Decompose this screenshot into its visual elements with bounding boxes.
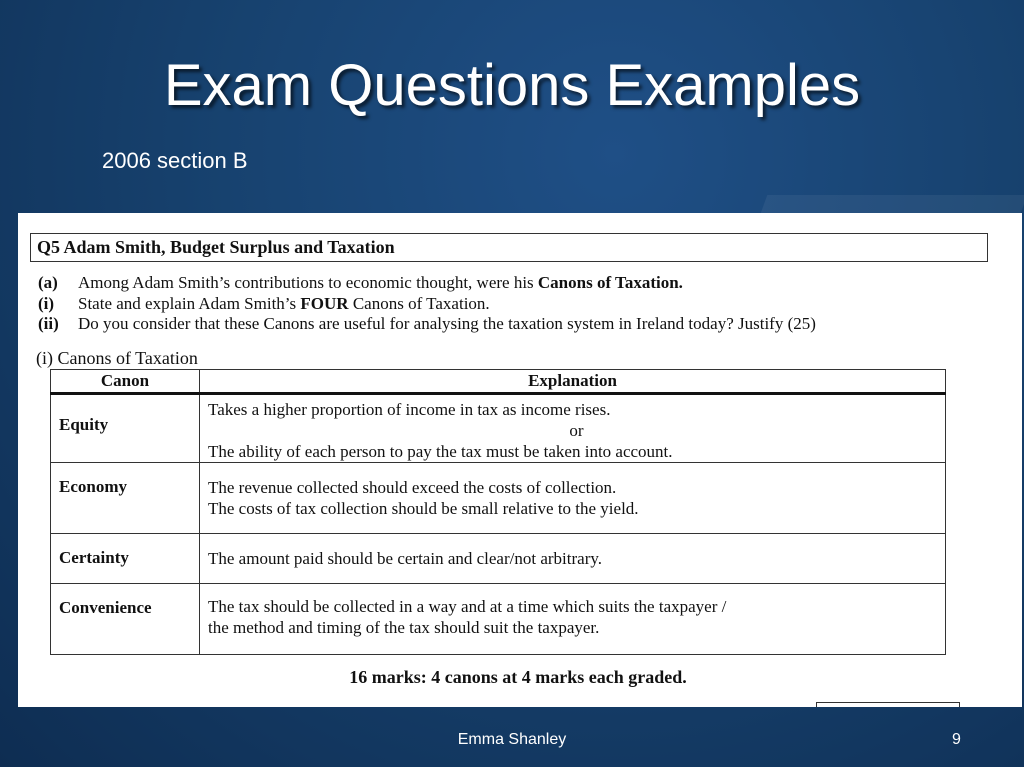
line-i-bold: FOUR	[300, 293, 349, 313]
line-i-text-1: State and explain Adam Smith’s	[78, 293, 301, 313]
question-line-a	[38, 273, 816, 294]
explanation-cell	[200, 394, 946, 463]
explanation-line: The tax should be collected in a way and at a time which suits the taxpayer /	[208, 597, 727, 616]
explanation-line: The amount paid should be certain and clear/not arbitrary.	[208, 549, 602, 568]
canon-cell: Certainty	[51, 534, 200, 584]
line-i-mark: (i)	[38, 293, 55, 313]
question-text	[38, 273, 816, 335]
explanation-cell	[200, 463, 946, 534]
question-line-ii	[38, 314, 816, 335]
explanation-or: or	[569, 421, 584, 440]
footer-author: Emma Shanley	[457, 731, 567, 748]
table-row	[51, 534, 946, 584]
question-line-i	[38, 294, 816, 315]
column-header-explanation: Explanation	[200, 370, 946, 394]
line-a-bold: Canons of Taxation.	[537, 273, 683, 292]
canon-cell: Convenience	[51, 584, 200, 655]
answer-section-label: (i) Canons of Taxation	[36, 348, 198, 368]
marks-note: 16 marks: 4 canons at 4 marks each graded.	[349, 667, 687, 687]
line-ii-text: Do you consider that these Canons are useful for analysing the taxation system in Ireland today? Justify (25)	[78, 314, 816, 333]
canons-table	[50, 369, 946, 655]
table-row	[51, 463, 946, 534]
explanation-line: The ability of each person to pay the tax must be taken into account.	[208, 442, 673, 461]
line-a-text: Among Adam Smith’s contributions to economic thought, were his	[78, 273, 538, 292]
line-ii-mark: (ii)	[38, 314, 59, 333]
page-number: 9	[952, 731, 961, 748]
explanation-line: The costs of tax collection should be small relative to the yield.	[208, 499, 639, 518]
table-header-row	[51, 370, 946, 394]
exam-document-image	[18, 213, 1022, 707]
explanation-line: Takes a higher proportion of income in tax as income rises.	[208, 400, 611, 419]
line-a-mark: (a)	[38, 273, 58, 292]
explanation-line: the method and timing of the tax should suit the taxpayer.	[208, 618, 600, 637]
table-row	[51, 584, 946, 655]
explanation-line: The revenue collected should exceed the costs of collection.	[208, 478, 617, 497]
canon-cell: Equity	[51, 394, 200, 463]
column-header-canon: Canon	[51, 370, 200, 394]
line-i-text-2: Canons of Taxation.	[348, 293, 490, 313]
slide-title: Exam Questions Examples	[163, 53, 861, 118]
table-row	[51, 394, 946, 463]
slide-subtitle: 2006 section B	[102, 148, 248, 173]
question-header: Q5 Adam Smith, Budget Surplus and Taxation	[30, 233, 988, 262]
explanation-cell	[200, 534, 946, 584]
explanation-cell	[200, 584, 946, 655]
document-corner-box	[816, 702, 960, 707]
canon-cell: Economy	[51, 463, 200, 534]
